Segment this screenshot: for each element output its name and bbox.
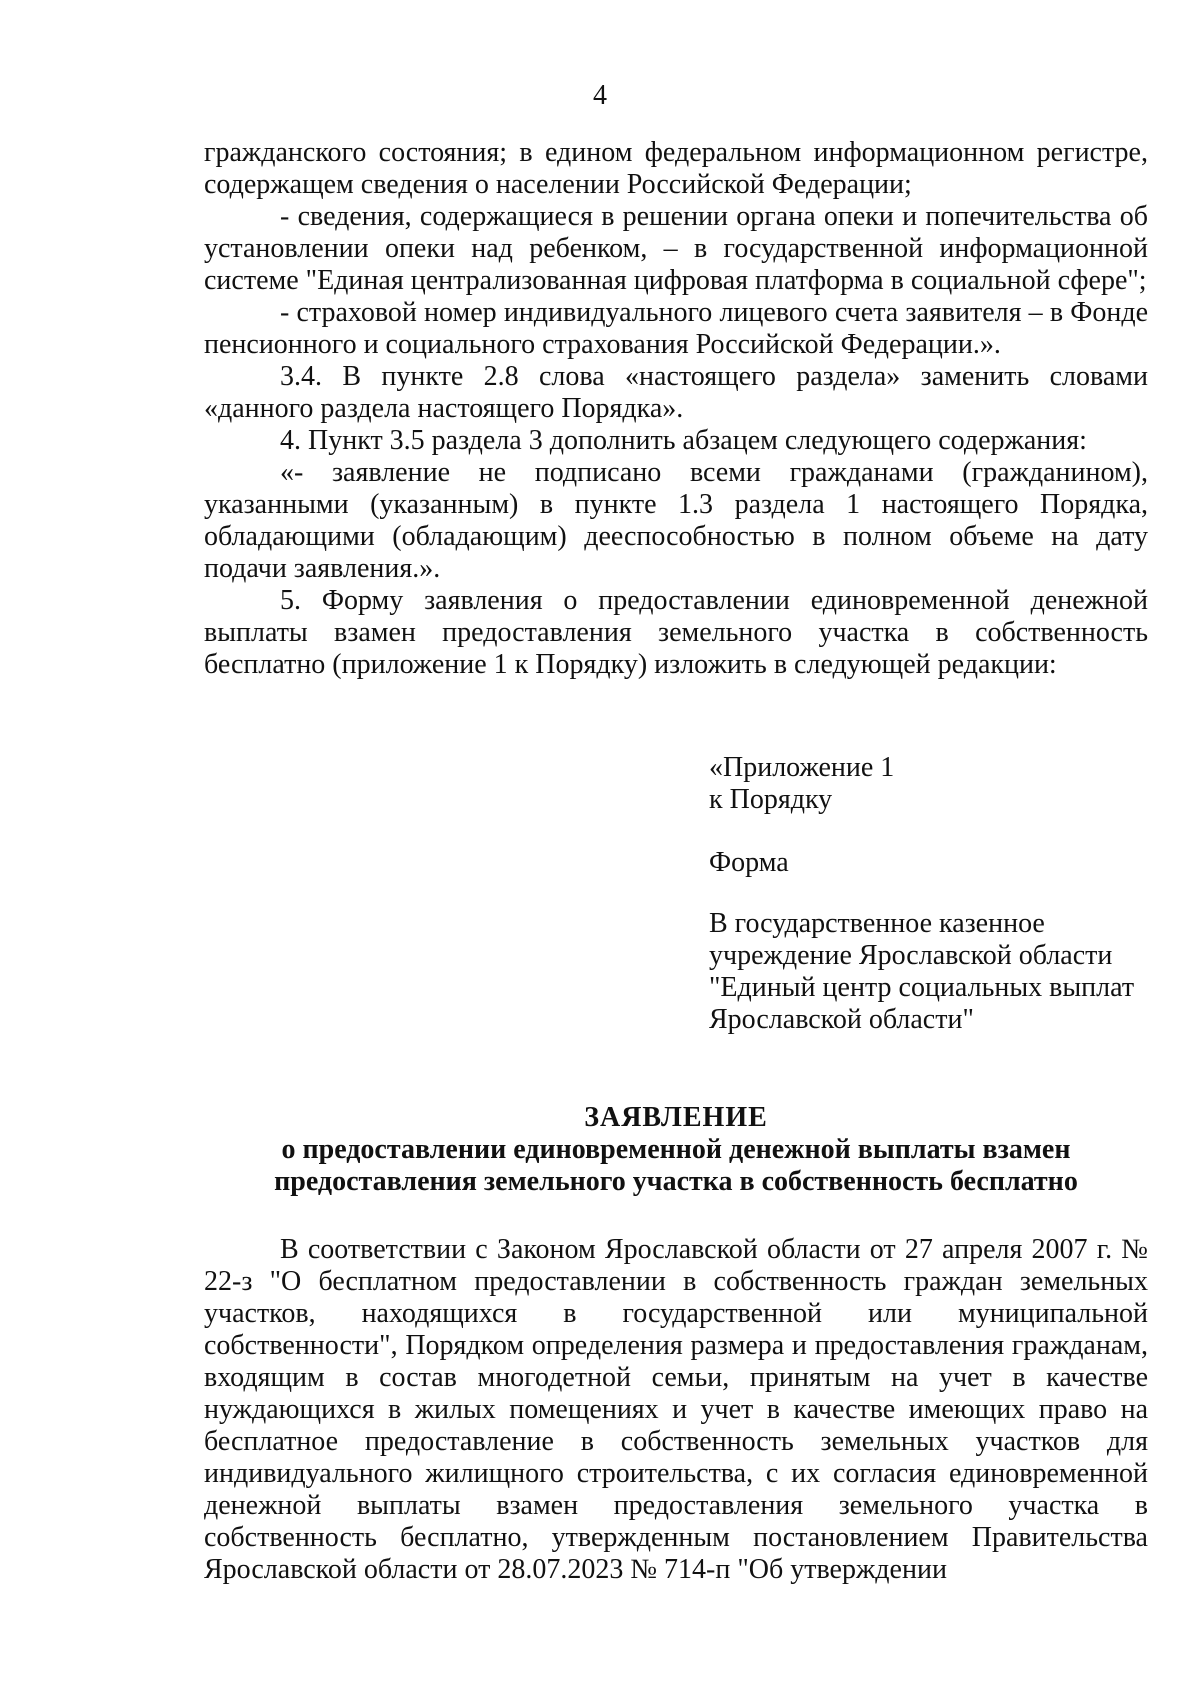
appendix-line-2: к Порядку	[709, 784, 833, 815]
addressee-line-1: В государственное казенное	[709, 908, 1045, 939]
paragraph-point-3-4: 3.4. В пункте 2.8 слова «настоящего раздела» заменить словами «данного раздела настоящего Порядка».	[204, 361, 1148, 424]
addressee-block	[709, 908, 1179, 1036]
addressee-line-2: учреждение Ярославской области	[709, 940, 1113, 971]
body-text-bottom	[204, 1234, 1148, 1586]
addressee-line-4: Ярославской области"	[709, 1004, 974, 1035]
page-number: 4	[593, 80, 607, 111]
paragraph-guardianship: - сведения, содержащиеся в решении органа опеки и попечительства об установлении опеки над ребенком, – в государственной информационной системе "Единая централизованная цифровая платформа в социальной сфере";	[204, 201, 1148, 296]
paragraph-quoted-condition: «- заявление не подписано всеми гражданами (гражданином), указанными (указанным) в пункте 1.3 раздела 1 настоящего Порядка, обладающими (обладающим) дееспособностью в полном объеме на дату подачи заявления.».	[204, 457, 1148, 584]
statement-subtitle-line-1: о предоставлении единовременной денежной выплаты взамен	[281, 1134, 1071, 1165]
statement-title-block	[204, 1102, 1148, 1198]
paragraph-point-5: 5. Форму заявления о предоставлении единовременной денежной выплаты взамен предоставления земельного участка в собственность бесплатно (приложение 1 к Порядку) изложить в следующей редакции:	[204, 585, 1148, 680]
addressee-line-3: "Единый центр социальных выплат	[709, 972, 1135, 1003]
paragraph-point-4: 4. Пункт 3.5 раздела 3 дополнить абзацем следующего содержания:	[280, 425, 1087, 456]
statement-subtitle-line-2: предоставления земельного участка в собственность бесплатно	[274, 1166, 1078, 1197]
statement-title: ЗАЯВЛЕНИЕ	[584, 1102, 768, 1133]
paragraph-statement-basis: В соответствии с Законом Ярославской области от 27 апреля 2007 г. № 22-з "О бесплатном предоставлении в собственность граждан земельных участков, находящихся в государственной или муниципальной собственности", Порядком определения размера и предоставления гражданам, входящим в состав многодетной семьи, принятым на учет в качестве нуждающихся в жилых помещениях и учет в качестве имеющих право на бесплатное предоставление в собственность земельных участков для индивидуального жилищного строительства, с их согласия единовременной денежной выплаты взамен предоставления земельного участка в собственность бесплатно, утвержденным постановлением Правительства Ярославской области от 28.07.2023 № 714-п "Об утверждении	[204, 1234, 1148, 1585]
form-label: Форма	[709, 847, 789, 878]
form-label-block	[709, 847, 1179, 879]
appendix-heading	[709, 752, 1179, 816]
body-text-top	[204, 137, 1148, 681]
paragraph-civil-status: гражданского состояния; в едином федеральном информационном регистре, содержащем сведения о населении Российской Федерации;	[204, 137, 1148, 200]
appendix-line-1: «Приложение 1	[709, 752, 895, 783]
paragraph-insurance-number: - страховой номер индивидуального лицевого счета заявителя – в Фонде пенсионного и социального страхования Российской Федерации.».	[204, 297, 1148, 360]
